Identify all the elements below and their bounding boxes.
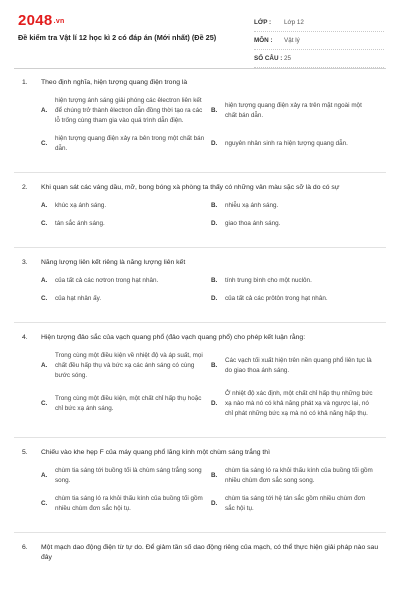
option-letter: D. bbox=[211, 400, 218, 407]
option-letter: D. bbox=[211, 295, 218, 302]
meta-row-class bbox=[254, 14, 384, 32]
option-text: chùm tia sáng ló ra khỏi thấu kính của buồng tối gồm nhiều chùm đơn sắc hội tụ. bbox=[55, 495, 203, 512]
option-text: chùm tia sáng ló ra khỏi thấu kính của buồng tối gồm nhiều chùm đơn sắc song song. bbox=[225, 467, 373, 484]
question-number: 1. bbox=[22, 79, 28, 86]
question-text: Theo định nghĩa, hiện tượng quang điện trong là bbox=[41, 79, 188, 86]
option-letter: C. bbox=[41, 220, 48, 227]
answer-option-b[interactable] bbox=[211, 351, 381, 381]
answer-option-a[interactable] bbox=[41, 276, 211, 286]
option-text: Các vạch tối xuất hiện trên nền quang phổ liên tục là do giao thoa ánh sáng. bbox=[225, 357, 372, 374]
question-number: 3. bbox=[22, 259, 28, 266]
meta-key: LỚP : bbox=[254, 19, 272, 26]
meta-value: 25 bbox=[284, 55, 292, 62]
answer-options bbox=[41, 351, 384, 427]
option-text: chùm tia sáng tới buồng tối là chùm sáng trắng song song. bbox=[55, 467, 202, 484]
option-text: giao thoa ánh sáng. bbox=[225, 220, 281, 227]
meta-key: MÔN : bbox=[254, 37, 273, 44]
option-letter: B. bbox=[211, 107, 218, 114]
site-logo[interactable] bbox=[18, 12, 65, 29]
answer-option-d[interactable] bbox=[211, 294, 381, 304]
question bbox=[0, 183, 400, 237]
answer-option-b[interactable] bbox=[211, 466, 381, 486]
option-letter: B. bbox=[211, 472, 218, 479]
meta-value: Lớp 12 bbox=[284, 19, 304, 26]
option-letter: D. bbox=[211, 500, 218, 507]
logo-text: 2048 bbox=[18, 12, 53, 29]
answer-option-d[interactable] bbox=[211, 389, 381, 419]
option-letter: C. bbox=[41, 400, 48, 407]
option-letter: C. bbox=[41, 295, 48, 302]
answer-options bbox=[41, 276, 384, 312]
question-divider bbox=[14, 172, 386, 173]
question bbox=[0, 258, 400, 312]
answer-options bbox=[41, 466, 384, 522]
header-divider bbox=[14, 68, 386, 69]
answer-option-d[interactable] bbox=[211, 219, 381, 229]
option-text: nhiễu xạ ánh sáng. bbox=[225, 202, 279, 209]
question bbox=[0, 78, 400, 162]
answer-option-c[interactable] bbox=[41, 494, 211, 514]
logo-suffix: .vn bbox=[53, 17, 65, 25]
option-letter: D. bbox=[211, 220, 218, 227]
answer-option-c[interactable] bbox=[41, 219, 211, 229]
document-meta bbox=[254, 14, 384, 68]
answer-option-a[interactable] bbox=[41, 466, 211, 486]
answer-option-a[interactable] bbox=[41, 96, 211, 126]
question-divider bbox=[14, 322, 386, 323]
option-text: của hạt nhân ấy. bbox=[55, 295, 102, 302]
option-text: của tất cả các nơtron trong hạt nhân. bbox=[55, 277, 159, 284]
answer-option-c[interactable] bbox=[41, 134, 211, 154]
page-header bbox=[0, 0, 400, 68]
meta-value: Vật lý bbox=[284, 37, 300, 44]
question-divider bbox=[14, 532, 386, 533]
option-letter: C. bbox=[41, 500, 48, 507]
option-text: hiện tượng quang điện xảy ra trên mặt ngoài một chất bán dẫn. bbox=[225, 102, 362, 119]
question-number: 6. bbox=[22, 544, 28, 551]
option-text: hiện tượng ánh sáng giải phóng các êlectron liên kết để chúng trở thành êlectron dẫn đồng thời tạo ra các lỗ trống cùng tham gia vào quá trình dẫn điện. bbox=[55, 97, 203, 124]
answer-option-c[interactable] bbox=[41, 294, 211, 304]
question-divider bbox=[14, 437, 386, 438]
option-letter: D. bbox=[211, 140, 218, 147]
answer-option-a[interactable] bbox=[41, 351, 211, 381]
question-text: Chiếu vào khe hẹp F của máy quang phổ lăng kính một chùm sáng trắng thì bbox=[41, 449, 270, 456]
answer-option-b[interactable] bbox=[211, 96, 381, 126]
answer-option-b[interactable] bbox=[211, 201, 381, 211]
option-text: tán sắc ánh sáng. bbox=[55, 220, 105, 227]
question-text: Hiện tượng đảo sắc của vạch quang phổ (đảo vạch quang phổ) cho phép kết luận rằng: bbox=[41, 334, 306, 341]
question-text: Năng lượng liên kết riêng là năng lượng liên kết bbox=[41, 259, 186, 266]
option-text: hiện tượng quang điện xảy ra bên trong một chất bán dẫn. bbox=[55, 135, 205, 152]
option-letter: A. bbox=[41, 362, 48, 369]
option-letter: B. bbox=[211, 202, 218, 209]
option-letter: B. bbox=[211, 362, 218, 369]
question-text: Một mạch dao động điện từ tự do. Để giảm tần số dao động riêng của mạch, có thể thực hiện giải pháp nào sau đây bbox=[41, 544, 379, 561]
question-text: Khi quan sát các váng dầu, mỡ, bong bóng xà phòng ta thấy có những vân màu sặc sỡ là do có sự bbox=[41, 184, 340, 191]
question-number: 5. bbox=[22, 449, 28, 456]
answer-option-c[interactable] bbox=[41, 389, 211, 419]
question-number: 2. bbox=[22, 184, 28, 191]
option-letter: A. bbox=[41, 107, 48, 114]
option-letter: A. bbox=[41, 472, 48, 479]
option-letter: B. bbox=[211, 277, 218, 284]
option-text: chùm tia sáng tới hệ tán sắc gồm nhiều chùm đơn sắc hội tụ. bbox=[225, 495, 366, 512]
answer-option-d[interactable] bbox=[211, 134, 381, 154]
question-list bbox=[0, 78, 400, 563]
option-letter: C. bbox=[41, 140, 48, 147]
question bbox=[0, 333, 400, 427]
answer-option-b[interactable] bbox=[211, 276, 381, 286]
option-text: tính trung bình cho một nuclôn. bbox=[225, 277, 312, 284]
question bbox=[0, 448, 400, 522]
meta-row-subject bbox=[254, 32, 384, 50]
option-letter: A. bbox=[41, 202, 48, 209]
option-text: nguyên nhân sinh ra hiện tượng quang dẫn. bbox=[225, 140, 348, 147]
meta-row-count bbox=[254, 50, 384, 68]
answer-options bbox=[41, 201, 384, 237]
question-number: 4. bbox=[22, 334, 28, 341]
answer-options bbox=[41, 96, 384, 162]
option-text: Ở nhiệt độ xác định, một chất chỉ hấp thụ những bức xạ nào mà nó có khả năng phát xạ và ngược lại, nó chỉ phát những bức xạ mà nó có khả năng hấp thụ. bbox=[225, 390, 373, 417]
document-title: Đề kiểm tra Vật lí 12 học kì 2 có đáp án (Mới nhất) (Đề 25) bbox=[18, 33, 217, 42]
option-text: Trong cùng một điều kiện, một chất chỉ hấp thụ hoặc chỉ bức xạ ánh sáng. bbox=[55, 395, 202, 412]
question bbox=[0, 543, 400, 563]
option-letter: A. bbox=[41, 277, 48, 284]
option-text: của tất cả các prôtôn trong hạt nhân. bbox=[225, 295, 328, 302]
question-divider bbox=[14, 247, 386, 248]
answer-option-a[interactable] bbox=[41, 201, 211, 211]
answer-option-d[interactable] bbox=[211, 494, 381, 514]
meta-key: SỐ CÂU : bbox=[254, 55, 283, 62]
option-text: khúc xạ ánh sáng. bbox=[55, 202, 107, 209]
option-text: Trong cùng một điều kiện về nhiệt độ và áp suất, mọi chất đều hấp thụ và bức xạ các ánh sáng có cùng bước sóng. bbox=[55, 352, 203, 379]
